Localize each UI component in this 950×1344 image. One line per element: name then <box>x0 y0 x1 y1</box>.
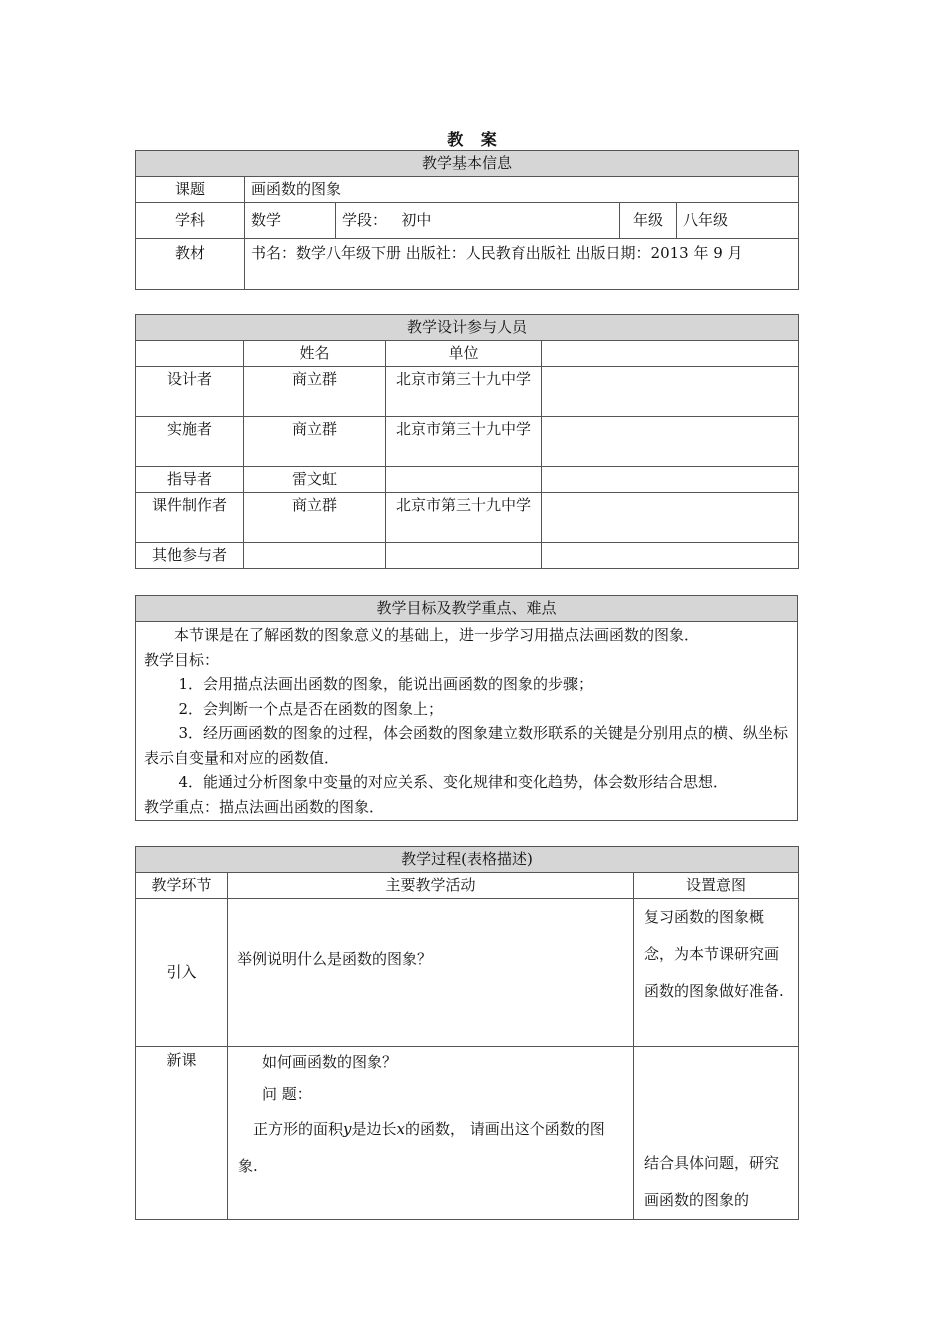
process-header: 教学过程(表格描述) <box>136 847 799 873</box>
staff-extra <box>542 543 799 569</box>
staff-row <box>136 493 799 543</box>
goals-intro: 本节课是在了解函数的图象意义的基础上，进一步学习用描点法画函数的图象． <box>174 626 700 644</box>
subject-label: 学科 <box>136 203 245 239</box>
basic-info-header: 教学基本信息 <box>136 151 799 177</box>
material-label: 教材 <box>136 239 245 290</box>
staff-role: 设计者 <box>136 367 244 417</box>
staff-role: 其他参与者 <box>136 543 244 569</box>
staff-unit: 北京市第三十九中学 <box>386 367 542 417</box>
staff-extra <box>542 493 799 543</box>
staff-row <box>136 467 799 493</box>
col-stage-header: 教学环节 <box>136 873 228 899</box>
new-text-c: 的函数， 请画出这个函数的图象. <box>238 1120 605 1175</box>
staff-extra <box>542 367 799 417</box>
new-text-a: 正方形的面积 <box>253 1120 344 1138</box>
staff-unit <box>386 543 542 569</box>
intro-activity: 举例说明什么是函数的图象？ <box>228 899 634 1047</box>
goal-item: 1．会用描点法画出函数的图象，能说出画函数的图象的步骤； <box>178 675 594 693</box>
staff-unit: 北京市第三十九中学 <box>386 417 542 467</box>
stage-label: 学段： <box>342 211 388 229</box>
staff-name: 商立群 <box>244 417 386 467</box>
col-intent-header: 设置意图 <box>634 873 799 899</box>
staff-row <box>136 417 799 467</box>
staff-corner-cell <box>136 341 244 367</box>
col-unit-header: 单位 <box>386 341 542 367</box>
staff-row <box>136 367 799 417</box>
topic-value: 画函数的图象 <box>245 177 799 203</box>
stage-value: 初中 <box>401 211 432 229</box>
goal-item: 4．能通过分析图象中变量的对应关系、变化规律和变化趋势，体会数形结合思想． <box>178 773 729 791</box>
staff-row <box>136 543 799 569</box>
new-stage: 新课 <box>136 1047 228 1220</box>
var-y: y <box>343 1120 352 1138</box>
new-activity <box>228 1047 634 1220</box>
new-question: 如何画函数的图象？ <box>262 1053 398 1071</box>
goals-label: 教学目标： <box>144 650 220 669</box>
col-activity-header: 主要教学活动 <box>228 873 634 899</box>
goal-item: 3．经历画函数的图象的过程，体会函数的图象建立数形联系的关键是分别用点的横、纵坐标表示自变量和对应的函数值． <box>144 724 789 767</box>
staff-extra-header <box>542 341 799 367</box>
col-name-header: 姓名 <box>244 341 386 367</box>
page-title: 教 案 <box>447 130 503 149</box>
staff-role: 实施者 <box>136 417 244 467</box>
process-row-intro <box>136 899 799 1047</box>
staff-name: 雷文虹 <box>244 467 386 493</box>
topic-label: 课题 <box>136 177 245 203</box>
new-problem-text <box>238 1111 623 1185</box>
staff-role: 指导者 <box>136 467 244 493</box>
process-row-new <box>136 1047 799 1220</box>
staff-unit: 北京市第三十九中学 <box>386 493 542 543</box>
grade-value: 八年级 <box>677 203 799 239</box>
intro-intent: 复习函数的图象概念，为本节课研究画函数的图象做好准备. <box>634 899 799 1047</box>
staff-extra <box>542 467 799 493</box>
staff-table <box>135 314 799 569</box>
material-value: 书名：数学八年级下册 出版社：人民教育出版社 出版日期：2013 年 9 月 <box>245 239 799 290</box>
new-intent: 结合具体问题，研究画函数的图象的 <box>634 1047 799 1220</box>
stage-cell <box>336 203 620 239</box>
goals-focus: 教学重点：描点法画出函数的图象． <box>144 797 385 816</box>
staff-header: 教学设计参与人员 <box>136 315 799 341</box>
staff-unit <box>386 467 542 493</box>
staff-role: 课件制作者 <box>136 493 244 543</box>
subject-value: 数学 <box>245 203 336 239</box>
goals-content <box>136 622 798 821</box>
new-problem-label: 问 题： <box>262 1085 312 1103</box>
goal-item: 2．会判断一个点是否在函数的图象上； <box>178 699 444 718</box>
new-text-b: 是边长 <box>351 1120 397 1138</box>
var-x: x <box>396 1120 405 1138</box>
grade-label: 年级 <box>620 203 677 239</box>
goals-header: 教学目标及教学重点、难点 <box>136 596 798 622</box>
staff-name <box>244 543 386 569</box>
process-table <box>135 846 799 1220</box>
intro-stage: 引入 <box>136 899 228 1047</box>
staff-extra <box>542 417 799 467</box>
staff-name: 商立群 <box>244 367 386 417</box>
basic-info-table <box>135 150 799 290</box>
staff-name: 商立群 <box>244 493 386 543</box>
goals-table <box>135 595 798 821</box>
